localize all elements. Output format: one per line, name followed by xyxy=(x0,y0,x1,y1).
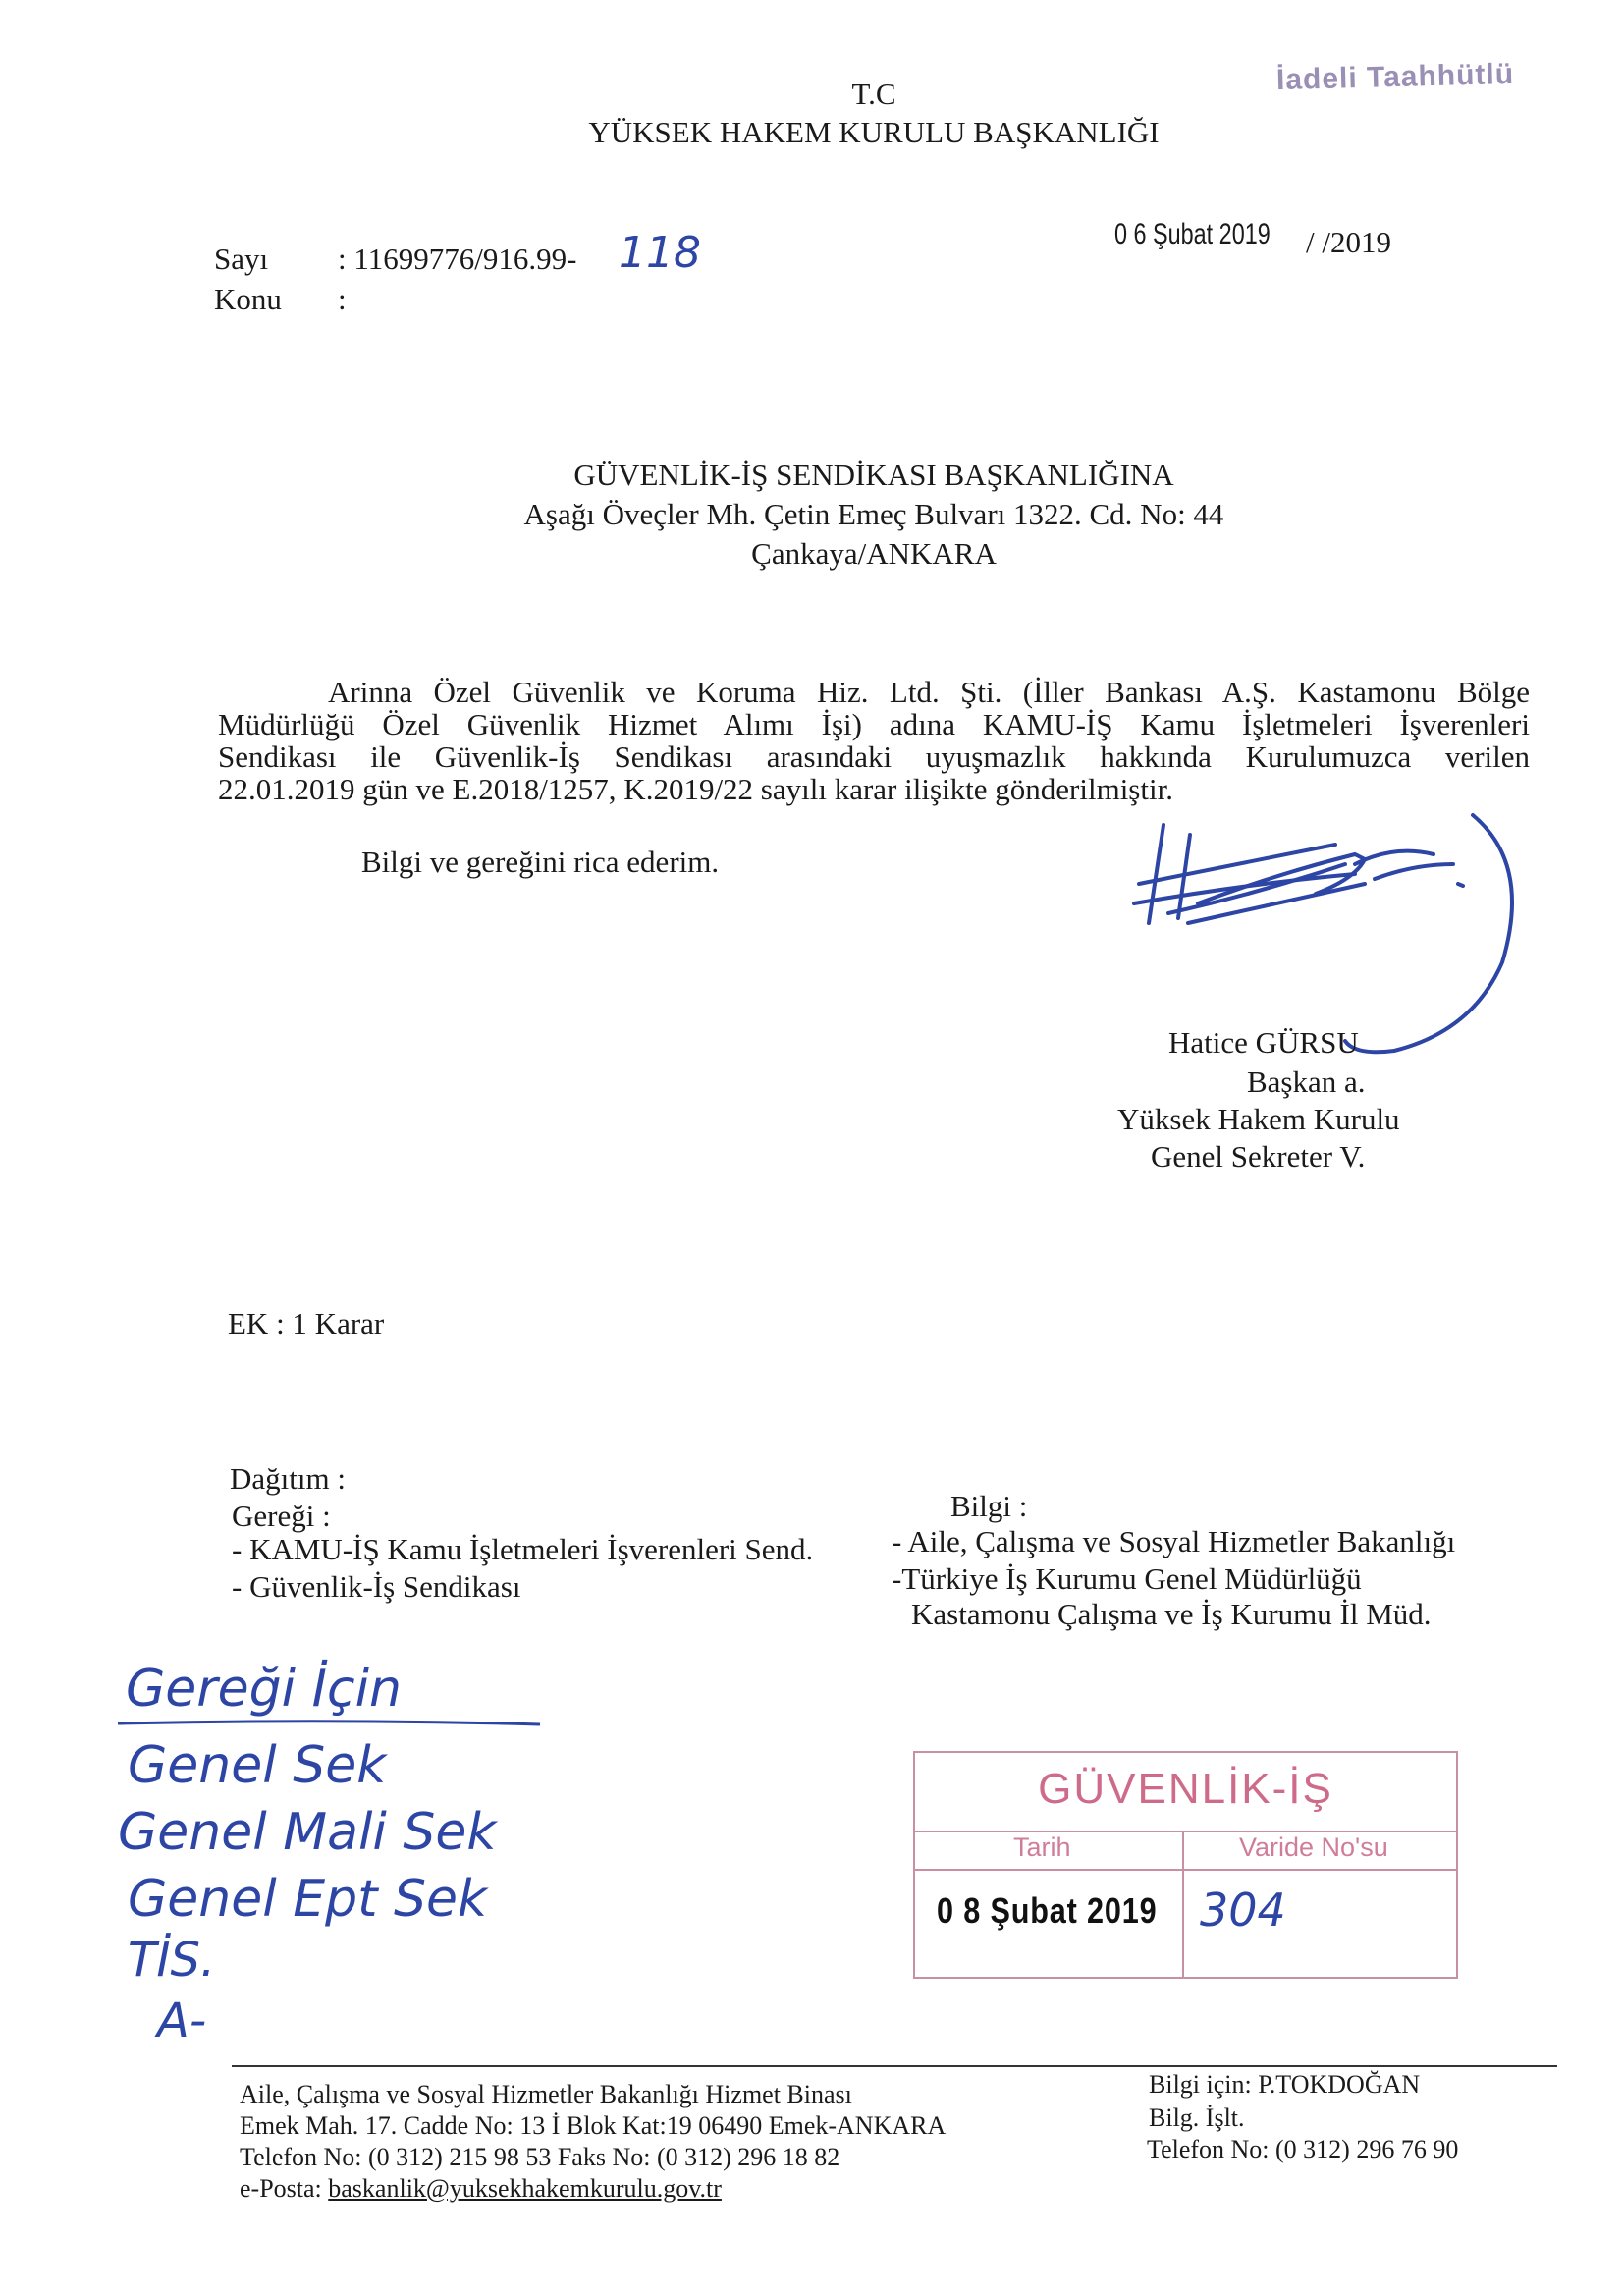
header-institution: YÜKSEK HAKEM KURULU BAŞKANLIĞI xyxy=(588,115,1160,149)
signature-icon xyxy=(1119,805,1532,1061)
konu-value: : xyxy=(338,282,347,316)
handwritten-note: A- xyxy=(157,1994,207,2049)
received-stamp-number: 304 xyxy=(1200,1884,1286,1937)
signatory-title3: Genel Sekreter V. xyxy=(1151,1139,1366,1174)
received-stamp-no-label: Varide No'su xyxy=(1239,1832,1388,1862)
closing-sentence: Bilgi ve gereğini rica ederim. xyxy=(361,845,720,879)
header-line-tc: T.C xyxy=(851,77,896,111)
date-printed: / /2019 xyxy=(1306,225,1391,259)
footer-divider xyxy=(232,2065,1557,2067)
underline-icon xyxy=(118,1719,550,1728)
stamp-divider xyxy=(1182,1831,1184,1977)
footer-contact-line: Telefon No: (0 312) 296 76 90 xyxy=(1147,2135,1459,2163)
bilgi-item: Kastamonu Çalışma ve İş Kurumu İl Müd. xyxy=(911,1597,1432,1631)
body-line: Sendikası ile Güvenlik-İş Sendikası arasındaki uyuşmazlık hakkında Kurulumuzca verilen xyxy=(218,739,1530,774)
footer-email-row xyxy=(240,2174,722,2204)
received-stamp-date: 0 8 Şubat 2019 xyxy=(937,1890,1158,1931)
footer-address-line: Emek Mah. 17. Cadde No: 13 İ Blok Kat:19 06490 Emek-ANKARA xyxy=(240,2111,947,2140)
handwritten-note: Genel Mali Sek xyxy=(118,1803,497,1862)
received-stamp xyxy=(913,1751,1458,1979)
footer-contact-line: Bilgi için: P.TOKDOĞAN xyxy=(1149,2070,1421,2099)
sayi-label: Sayı xyxy=(214,242,269,276)
received-stamp-org: GÜVENLİK-İŞ xyxy=(1038,1765,1333,1813)
sayi-value: : 11699776/916.99- xyxy=(338,242,577,276)
sayi-handwritten-number: 118 xyxy=(619,228,701,278)
handwritten-note: TİS. xyxy=(128,1933,216,1988)
handwritten-note: Genel Sek xyxy=(128,1736,387,1795)
signatory-title2: Yüksek Hakem Kurulu xyxy=(1117,1102,1400,1136)
handwritten-note: Gereği İçin xyxy=(126,1660,402,1719)
registered-mail-stamp: İadeli Taahhütlü xyxy=(1275,57,1515,97)
recipient-address: Aşağı Öveçler Mh. Çetin Emeç Bulvarı 1322. Cd. No: 44 xyxy=(523,497,1224,531)
date-stamp: 0 6 Şubat 2019 xyxy=(1114,218,1271,250)
body-line: 22.01.2019 gün ve E.2018/1257, K.2019/22 sayılı karar ilişikte gönderilmiştir. xyxy=(218,772,1173,806)
gerei-item: - KAMU-İŞ Kamu İşletmeleri İşverenleri Send. xyxy=(232,1532,814,1566)
footer-address-line: Aile, Çalışma ve Sosyal Hizmetler Bakanlığı Hizmet Binası xyxy=(240,2080,852,2108)
body-paragraph xyxy=(218,676,1530,805)
bilgi-item: - Aile, Çalışma ve Sosyal Hizmetler Bakanlığı xyxy=(892,1524,1456,1558)
attachment: EK : 1 Karar xyxy=(228,1306,385,1340)
footer-address-line: Telefon No: (0 312) 215 98 53 Faks No: (0 312) 296 18 82 xyxy=(240,2143,840,2171)
footer-email-label: e-Posta: xyxy=(240,2174,322,2203)
konu-label: Konu xyxy=(214,282,282,316)
handwritten-note: Genel Ept Sek xyxy=(128,1870,488,1929)
gerei-item: - Güvenlik-İş Sendikası xyxy=(232,1569,521,1604)
distribution-label: Dağıtım : xyxy=(230,1461,346,1496)
recipient-name: GÜVENLİK-İŞ SENDİKASI BAŞKANLIĞINA xyxy=(573,458,1174,492)
body-line: Müdürlüğü Özel Güvenlik Hizmet Alımı İşi) adına KAMU-İŞ Kamu İşletmeleri İşverenleri xyxy=(218,707,1530,741)
bilgi-label: Bilgi : xyxy=(950,1489,1028,1523)
signatory-title1: Başkan a. xyxy=(1247,1065,1366,1099)
signatory-name: Hatice GÜRSU xyxy=(1168,1025,1359,1060)
footer-contact-line: Bilg. İşlt. xyxy=(1149,2104,1245,2132)
body-line: Arinna Özel Güvenlik ve Koruma Hiz. Ltd. Şti. (İller Bankası A.Ş. Kastamonu Bölge xyxy=(328,675,1530,709)
bilgi-item: -Türkiye İş Kurumu Genel Müdürlüğü xyxy=(892,1561,1362,1596)
stamp-divider xyxy=(915,1869,1456,1871)
gerei-label: Gereği : xyxy=(232,1499,331,1533)
footer-email-link[interactable]: baskanlik@yuksekhakemkurulu.gov.tr xyxy=(328,2174,722,2203)
recipient-city: Çankaya/ANKARA xyxy=(751,536,997,571)
received-stamp-date-label: Tarih xyxy=(1013,1832,1071,1862)
